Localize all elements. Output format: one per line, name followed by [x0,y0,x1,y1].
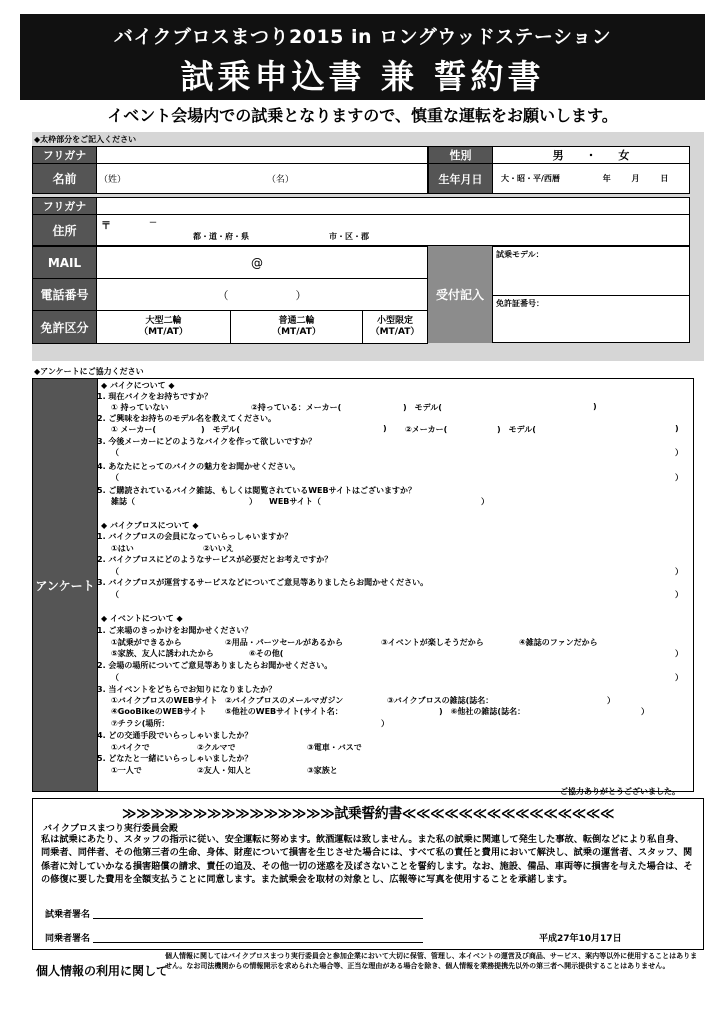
address-furigana-field[interactable] [97,198,690,215]
rider-signature-line[interactable] [93,918,423,919]
b3-open[interactable]: （ [111,590,119,599]
survey-section-label: ◆アンケートにご協力ください [34,367,144,376]
q5-text: 5. ご購読されているバイク雑誌、もしくは閲覧されているWEBサイトはございますか？ [97,486,417,495]
pledge-title: ≫≫≫≫≫≫≫≫≫≫≫≫≫≫≫試乗誓約書≪≪≪≪≪≪≪≪≪≪≪≪≪≪≪ [121,806,615,822]
e1-option-4[interactable]: ④雑誌のファンだから [519,638,598,647]
q2-model-1[interactable]: ) モデル( [201,425,240,434]
e1-text: 1. ご来場のきっかけをお聞かせください？ [97,626,253,635]
phone-paren-open: （ [217,288,229,302]
e1-close: ） [675,649,683,658]
form-title: 試乗申込書 兼 誓約書 [180,57,545,96]
e4-option-3[interactable]: ③電車・バスで [307,743,362,752]
q5-website[interactable]: ） WEBサイト（ [249,497,321,506]
q3-open[interactable]: （ [111,448,119,457]
b2-text: 2. バイクブロスにどのようなサービスが必要だとお考えですか？ [97,555,333,564]
q4-text: 4. あなたにとってのバイクの魅力をお聞かせください。 [97,462,301,471]
gender-label: 性別 [429,147,493,164]
q2-text: 2. ご興味をお持ちのモデル名を教えてください。 [97,414,276,423]
name-field[interactable] [97,164,428,194]
q3-close: ） [675,448,683,457]
furigana-name-field[interactable] [97,147,428,164]
b2-close: ） [675,567,683,576]
title-banner [20,14,705,100]
reception-box [492,246,690,343]
subtitle: イベント会場内での試乗となりますので、慎重な運転をお願いします。 [107,106,618,125]
e1-option-3[interactable]: ③イベントが楽しそうだから [381,638,484,647]
license-normal-option[interactable] [231,311,363,344]
mail-at-sign: @ [251,255,263,270]
e3-option-2[interactable]: ②バイクブロスのメールマガジン [225,696,344,705]
birth-era-label: 大・昭・平/西暦 [501,174,560,183]
applicant-form-right [428,146,690,194]
name-label: 名前 [33,164,97,194]
b3-text: 3. バイクブロスが運営するサービスなどについてご意見等ありましたらお聞かせください。 [97,578,429,587]
license-large-mtat: （MT/AT） [139,327,188,337]
e2-open[interactable]: （ [111,673,119,682]
e5-option-1[interactable]: ①一人で [111,766,142,775]
e5-option-3[interactable]: ③家族と [307,766,338,775]
e4-text: 4. どの交通手段でいらっしゃいましたか？ [97,731,253,740]
birthdate-field[interactable] [493,164,690,194]
q5-close: ） [481,497,489,506]
q1-option-no[interactable]: ① 持っていない [111,403,169,412]
prefecture-label: 都・道・府・県 [193,232,249,241]
name-mei-label: （名） [266,175,294,185]
event-title: バイクブロスまつり2015 in ロングウッドステーション [113,26,612,48]
e3-option-1[interactable]: ①バイクブロスのWEBサイト [111,696,218,705]
gender-female-option[interactable]: 女 [618,149,630,162]
q2-maker-1[interactable]: ① メーカー( [111,425,157,434]
thanks-note: ご協力ありがとうございました。 [560,787,680,796]
bike-section-heading: ◆ バイクについて ◆ [101,381,175,390]
e5-text: 5. どなたと一緒にいらっしゃいましたか？ [97,754,253,763]
license-large-option[interactable] [97,311,231,344]
e2-close: ） [675,673,683,682]
q1-model: ) モデル( [403,403,442,412]
e1-option-5[interactable]: ⑤家族、友人に誘われたから [111,649,214,658]
e3-option-4[interactable]: ④GooBikeのWEBサイト [111,707,207,716]
q2-close-1: ) [383,424,387,433]
e3-option-3[interactable]: ③バイクブロスの雑誌(誌名： [387,696,494,705]
q4-close: ） [675,473,683,482]
name-sei-label: （姓） [99,175,127,185]
e3-close-2: ） [641,707,649,716]
b1-option-no[interactable]: ②いいえ [203,544,234,553]
passenger-signature-line[interactable] [93,942,423,943]
q2-maker-2[interactable]: ②メーカー( [405,425,448,434]
test-model-label: 試乗モデル： [496,250,544,259]
passenger-signature-label: 同乗者署名 [45,934,91,944]
applicant-form-left [32,146,428,194]
address-field[interactable] [97,215,690,246]
license-small-mtat: （MT/AT） [370,327,420,337]
mail-field[interactable] [97,247,428,279]
license-small-label: 小型限定 [376,316,413,326]
rider-signature-label: 試乗者署名 [45,910,91,920]
e3-option-7[interactable]: ⑦チラシ(場所： [111,719,170,728]
q2-model-2[interactable]: ) モデル( [497,425,536,434]
gender-field[interactable] [493,147,690,164]
e3-close-3: ） [381,719,389,728]
phone-label: 電話番号 [33,279,97,311]
phone-paren-close: ） [295,288,307,302]
mail-label: MAIL [33,247,97,279]
e3-option-5[interactable]: ⑤他社のWEBサイト(サイト名： [225,707,343,716]
q3-text: 3. 今後メーカーにどのようなバイクを作って欲しいですか？ [97,437,317,446]
gender-male-option[interactable]: 男 [552,149,564,162]
bros-section-heading: ◆ バイクブロスについて ◆ [101,521,199,530]
address-table [32,197,690,246]
b2-open[interactable]: （ [111,567,119,576]
b3-close: ） [675,590,683,599]
e1-option-2[interactable]: ②用品・パーツセールがあるから [225,638,343,647]
q1-close: ) [593,402,597,411]
q1-option-yes[interactable]: ②持っている：メーカー( [251,403,342,412]
postal-mark: 〒 [101,221,111,232]
e2-text: 2. 会場の場所についてご意見等ありましたらお聞かせください。 [97,661,333,670]
license-small-option[interactable] [363,311,428,344]
q5-magazine[interactable]: 雑誌（ [111,497,135,506]
e1-option-1[interactable]: ①試乗ができるから [111,638,182,647]
pledge-body: 私は試乗にあたり、スタッフの指示に従い、安全運転に努めます。飲酒運転は致しません。また私の試乗に関連して発生した事故、転倒などにより私自身、同乗者、同伴者、その他第三者の生命、身体、財産について損害を生じさせた場合には、すべて私の責任と費用において解決し、試乗の運営者、スタッフ、関係者に対していかなる損害賠償の請求、責任の追及、その他一切の迷惑を及ぼさないことを誓約します。なお、施設、備品、車両等に損害を与えた場合は、その修復に要した費用を全額支払うことに同意します。また試乗会を取材の対象とし、広報等に写真を使用することを承諾します。 [41,834,693,885]
q2-close-2: ) [675,424,679,433]
address-label: 住所 [33,215,97,246]
applicant-section-label: ◆太枠部分をご記入ください [34,135,137,144]
survey-box [32,378,694,792]
license-normal-mtat: （MT/AT） [272,327,321,337]
furigana-label: フリガナ [33,147,97,164]
b1-option-yes[interactable]: ①はい [111,544,134,553]
e4-option-2[interactable]: ②クルマで [197,743,236,752]
e3-text: 3. 当イベントをどちらでお知りになりましたか？ [97,685,277,694]
license-label: 免許区分 [33,311,97,344]
pledge-date: 平成27年10月17日 [539,934,622,944]
license-number-label: 免許証番号： [496,299,544,308]
b1-text: 1. バイクブロスの会員になっていらっしゃいますか？ [97,532,293,541]
privacy-heading: 個人情報の利用に関して [36,964,169,978]
pledge-addressee: バイクブロスまつり実行委員会殿 [43,824,178,834]
e5-option-2[interactable]: ②友人・知人と [197,766,252,775]
address-furigana-label: フリガナ [33,198,97,215]
birth-day-label: 日 [660,174,669,183]
pledge-box [32,798,704,950]
survey-side-label: アンケート [33,379,97,791]
city-label: 市・区・郡 [329,232,369,241]
contact-table [32,246,428,344]
q1-text: 1. 現在バイクをお持ちですか？ [97,392,213,401]
birth-year-label: 年 [602,174,611,183]
reception-label: 受付記入 [428,246,492,343]
e3-close-1: ） [607,696,615,705]
e4-option-1[interactable]: ①バイクで [111,743,150,752]
birth-month-label: 月 [631,174,640,183]
license-normal-label: 普通二輪 [278,316,315,326]
license-large-label: 大型二輪 [145,316,182,326]
birthdate-label: 生年月日 [429,164,493,194]
privacy-text: 個人情報に関してはバイクブロスまつり実行委員会と参加企業において大切に保管、管理し、本イベントの運営及び商品、サービス、案内等以外に使用することはありません。なお司法機関からの情報開示を求められた場合等、正当な理由がある場合を除き、個人情報を業務提携先以外の第三者へ開示提供することはありません。 [165,952,698,970]
phone-field[interactable] [97,279,428,311]
event-section-heading: ◆ イベントについて ◆ [101,614,183,623]
e3-option-6[interactable]: ) ⑥他社の雑誌(誌名： [439,707,526,716]
e1-option-6[interactable]: ⑥その他( [249,649,284,658]
survey-body [97,379,693,791]
q4-open[interactable]: （ [111,473,119,482]
gender-separator: ・ [585,149,597,162]
postal-dash: － [149,218,157,227]
